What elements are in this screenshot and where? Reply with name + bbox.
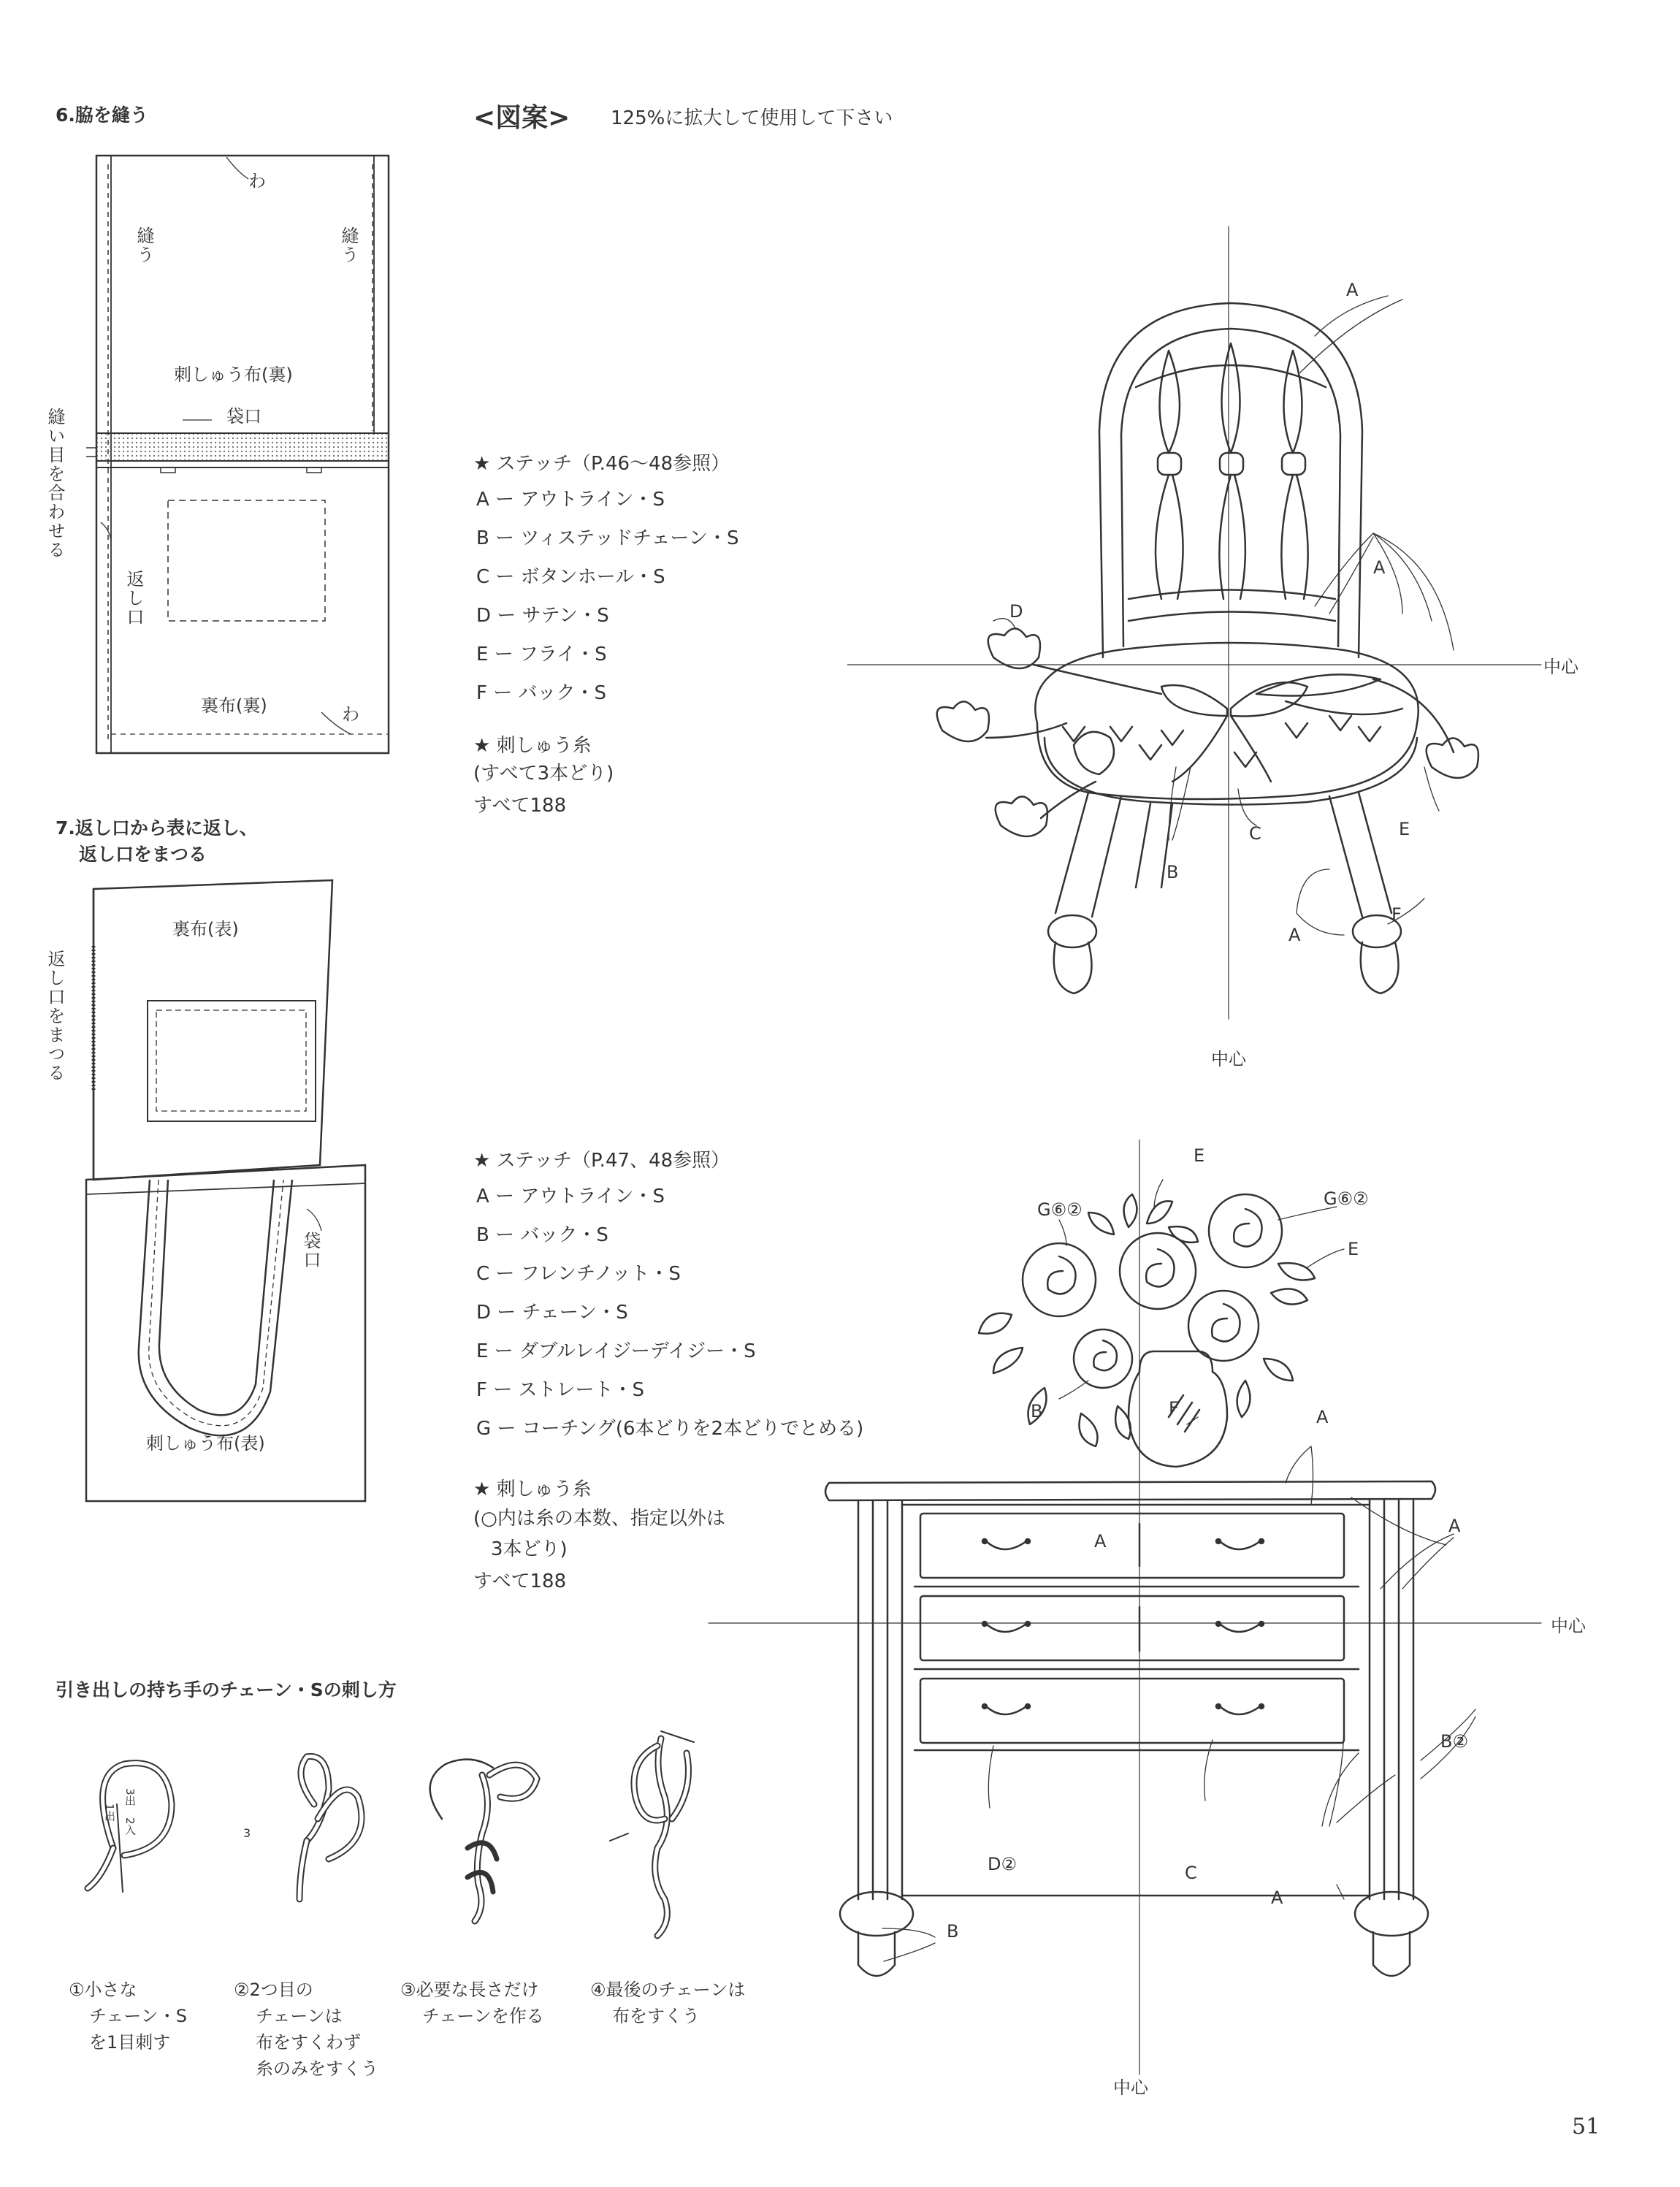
chain-step4-caption <box>590 1977 745 2029</box>
chest-label-b-vase: B <box>1031 1401 1043 1421</box>
step6-label-align: 縫い目を合わせる <box>45 408 65 560</box>
step6-label-fabric-back: 刺しゅう布(裏) <box>174 364 293 385</box>
chain-fig1-mark-in2: 2入 <box>123 1817 137 1836</box>
step7-label-matsuru: 返し口をまつる <box>45 950 65 1083</box>
chain-step2-line1: ②2つ目の <box>234 1980 313 2000</box>
chest-thread-line1: (○内は糸の本数、指定以外は <box>473 1508 725 1530</box>
chest-label-center-v: 中心 <box>1113 2077 1148 2098</box>
chest-label-f-vase: F <box>1169 1398 1179 1419</box>
chest-label-b2: B② <box>1440 1731 1468 1752</box>
chair-label-a-mid: A <box>1373 557 1386 578</box>
chair-thread-title: ★ 刺しゅう糸 <box>473 735 592 757</box>
step6-label-kaeshi: 返し口 <box>123 570 144 627</box>
chest-stitch-title: ★ ステッチ（P.47、48参照） <box>473 1150 730 1172</box>
chest-label-b-leg: B <box>947 1921 959 1942</box>
chest-stitch-c: C ー フレンチノット・S <box>476 1263 681 1285</box>
chair-label-a-leg: A <box>1288 925 1301 945</box>
chair-drawing <box>847 212 1636 1088</box>
step6-title: 6.脇を縫う <box>56 104 148 126</box>
chest-label-g-left: G⑥② <box>1037 1199 1083 1220</box>
step7-diagram <box>29 873 409 1508</box>
chair-label-e: E <box>1399 819 1410 839</box>
chain-fig2 <box>299 1757 362 1899</box>
chair-label-c: C <box>1249 823 1261 844</box>
chest-stitch-d: D ー チェーン・S <box>476 1302 628 1324</box>
chest-thread-title: ★ 刺しゅう糸 <box>473 1478 592 1500</box>
chain-fig2-mark: 3 <box>243 1826 251 1840</box>
chest-thread-line2: 3本どり) <box>491 1538 568 1560</box>
chair-label-d: D <box>1009 601 1023 622</box>
chest-label-e-right: E <box>1348 1239 1359 1259</box>
chest-label-g-right: G⑥② <box>1324 1188 1369 1209</box>
chair-thread-line2: すべて188 <box>473 795 567 817</box>
chest-stitch-b: B ー バック・S <box>476 1224 608 1246</box>
chain-step2-line2: チェーンは <box>256 2006 343 2026</box>
chair-stitch-f: F ー バック・S <box>476 682 606 704</box>
chest-stitch-e: E ー ダブルレイジーデイジー・S <box>476 1340 756 1362</box>
chest-label-c: C <box>1185 1863 1197 1883</box>
chain-step1-caption <box>69 1977 187 2056</box>
chest-stitch-g: G ー コーチング(6本どりを2本どりでとめる) <box>476 1418 864 1440</box>
chair-stitch-list <box>476 481 739 713</box>
step7-label-fukuro: 袋口 <box>300 1232 321 1270</box>
step7-label-fabric-front: 刺しゅう布(表) <box>146 1433 265 1454</box>
step6-label-fukuro: 袋口 <box>226 406 261 427</box>
chain-howto-title: 引き出しの持ち手のチェーン・Sの刺し方 <box>56 1679 397 1701</box>
chair-stitch-a: A ー アウトライン・S <box>476 489 665 511</box>
chest-label-center-h: 中心 <box>1551 1616 1586 1636</box>
chest-label-a-vase: A <box>1316 1407 1329 1427</box>
chair-thread-line1: (すべて3本どり) <box>473 763 614 785</box>
step6-label-nuu-left: 縫う <box>134 226 154 264</box>
step7-title-line2: 返し口をまつる <box>79 844 207 865</box>
chest-thread-line3: すべて188 <box>473 1570 567 1592</box>
chain-fig4 <box>610 1731 694 1936</box>
chair-label-a-top: A <box>1346 280 1359 300</box>
step6-diagram <box>29 142 424 763</box>
chair-stitch-b: B ー ツィステッドチェーン・S <box>476 527 739 549</box>
chest-stitch-a: A ー アウトライン・S <box>476 1186 665 1207</box>
chair-label-center-h: 中心 <box>1543 657 1578 677</box>
chain-fig1-mark-out3: 3出 <box>123 1788 137 1806</box>
chest-label-d2: D② <box>988 1854 1017 1874</box>
step6-label-wa-top: わ <box>248 171 266 191</box>
page-number: 51 <box>1572 2114 1600 2140</box>
chain-fig3 <box>430 1760 537 1921</box>
chain-step3-caption <box>400 1977 544 2029</box>
chest-stitch-f: F ー ストレート・S <box>476 1379 644 1401</box>
pattern-note: 125%に拡大して使用して下さい <box>611 107 893 129</box>
chair-stitch-d: D ー サテン・S <box>476 605 609 627</box>
step6-label-lining-back: 裏布(裏) <box>201 695 267 716</box>
chair-label-center-v: 中心 <box>1211 1049 1246 1069</box>
chain-step2-line3: 布をすくわず <box>256 2032 361 2053</box>
step6-label-wa-bottom: わ <box>342 704 359 725</box>
chain-step4-line2: 布をすくう <box>612 2006 700 2026</box>
chair-stitch-title: ★ ステッチ（P.46〜48参照） <box>473 453 730 475</box>
chest-label-a-bottom: A <box>1271 1888 1283 1908</box>
chain-step1-line1: ①小さな <box>69 1980 137 2000</box>
chain-step1-line2: チェーン・S <box>89 2006 188 2026</box>
chain-step2-line4: 糸のみをすくう <box>256 2058 378 2079</box>
chain-step1-line3: を1目刺す <box>89 2032 171 2053</box>
chain-step4-line1: ④最後のチェーンは <box>590 1980 746 2000</box>
chair-label-b: B <box>1167 862 1179 882</box>
chain-howto-figures <box>66 1724 767 1958</box>
chain-step3-line2: チェーンを作る <box>422 2006 544 2026</box>
chair-label-f: F <box>1391 904 1402 925</box>
chest-label-a-drawer: A <box>1094 1531 1107 1551</box>
chest-label-a-side: A <box>1448 1516 1461 1536</box>
step7-title-line1: 7.返し口から表に返し、 <box>56 817 258 839</box>
chain-step2-caption <box>234 1977 378 2082</box>
pattern-title: <図案> <box>473 103 570 133</box>
chest-label-e-top: E <box>1194 1145 1205 1166</box>
chair-stitch-c: C ー ボタンホール・S <box>476 566 665 588</box>
step7-label-lining-front: 裏布(表) <box>172 919 239 939</box>
chain-fig1-mark-out1: 1出 <box>103 1804 116 1822</box>
step6-label-nuu-right: 縫う <box>338 226 359 264</box>
chain-step3-line1: ③必要な長さだけ <box>400 1980 539 2000</box>
chest-drawing <box>701 1140 1651 2104</box>
chair-stitch-e: E ー フライ・S <box>476 644 607 665</box>
